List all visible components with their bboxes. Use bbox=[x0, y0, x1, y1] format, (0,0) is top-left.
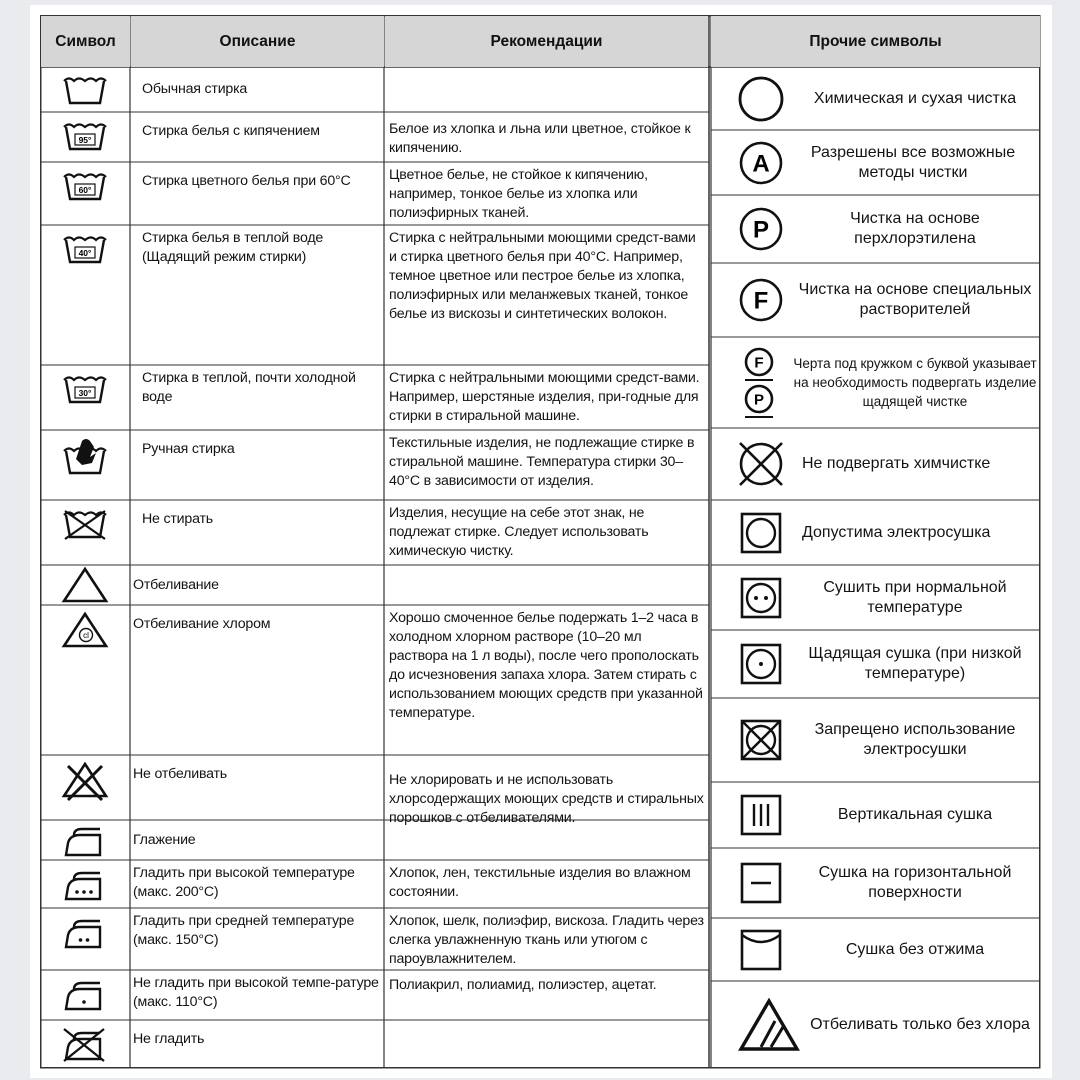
row-description: Стирка в теплой, почти холодной воде bbox=[142, 370, 356, 405]
row-recommendation: Изделия, несущие на себе этот знак, не подлежат стирке. Следует использовать химическую чистку. bbox=[389, 505, 649, 559]
row-description: Стирка цветного белья при 60°C bbox=[142, 173, 351, 189]
header-description: Описание bbox=[131, 16, 384, 67]
other-symbol-label: Сушка без отжима bbox=[845, 940, 985, 958]
row-recommendation: Полиакрил, полиамид, полиэстер, ацетат. bbox=[389, 977, 657, 993]
row-description: Стирка белья в теплой воде (Щадящий режим стирки) bbox=[142, 230, 324, 265]
svg-text:A: A bbox=[752, 150, 770, 178]
row-description: Ручная стирка bbox=[142, 441, 235, 457]
other-symbol-label: Химическая и сухая чистка bbox=[813, 89, 1017, 107]
other-symbol-label: Запрещено использование электросушки bbox=[814, 721, 1016, 758]
row-description: Отбеливание bbox=[133, 576, 219, 593]
row-description: Гладить при высокой температуре (макс. 200°C) bbox=[133, 865, 355, 900]
row-recommendation: Цветное белье, не стойкое к кипячению, например, тонкое белье из хлопка или полиэфирных тканей. bbox=[389, 167, 648, 221]
svg-text:cl: cl bbox=[83, 631, 89, 640]
row-recommendation: Стирка с нейтральными моющими средст-вами и стирка цветного белья при 40°С. Например, темное цветное или пестрое белье из хлопка, полиэфирных или меланжевых тканей, тонкое белье из вискозы и синтетических волокон. bbox=[389, 230, 696, 322]
svg-text:F: F bbox=[754, 353, 764, 371]
other-symbol-label: Разрешены все возможные методы чистки bbox=[810, 143, 1016, 181]
svg-text:30°: 30° bbox=[78, 388, 92, 398]
row-description: Не гладить bbox=[133, 1031, 205, 1047]
other-symbol-label: Сушка на горизонтальной поверхности bbox=[818, 864, 1012, 901]
svg-text:40°: 40° bbox=[78, 248, 92, 258]
row-recommendation: Хорошо смоченное белье подержать 1–2 часа в холодном хлорном растворе (10–20 мл раствора на 1 л воды), после чего прополоскать до исчезновения запаха хлора. Затем стирать с использованием моющих средств при указанной температуре. bbox=[389, 610, 703, 721]
row-description: Отбеливание хлором bbox=[133, 616, 271, 632]
row-description: Глажение bbox=[133, 831, 196, 848]
svg-text:P: P bbox=[753, 390, 765, 408]
other-symbol-label: Черта под кружком с буквой указывает на необходимость подвергать изделие щадящей чистке bbox=[793, 356, 1037, 409]
row-description: Не стирать bbox=[142, 511, 213, 527]
svg-text:95°: 95° bbox=[78, 135, 92, 145]
row-recommendation: Хлопок, шелк, полиэфир, вискоза. Гладить через слегка увлажненную ткань или утюгом с пароувлажнителем. bbox=[389, 913, 704, 967]
row-recommendation: Хлопок, лен, текстильные изделия во влажном состоянии. bbox=[389, 865, 691, 900]
row-description: Не гладить при высокой темпе-ратуре (макс. 110°C) bbox=[133, 975, 379, 1010]
other-symbol-label: Вертикальная сушка bbox=[837, 806, 993, 823]
svg-text:F: F bbox=[753, 287, 769, 315]
svg-text:60°: 60° bbox=[78, 185, 92, 195]
row-recommendation: Текстильные изделия, не подлежащие стирке в стиральной машине. Температура стирки 30–40°С в зависимости от изделия. bbox=[389, 435, 695, 489]
header-recommendation: Рекомендации bbox=[385, 16, 708, 67]
row-recommendation: Стирка с нейтральными моющими средст-вами. Например, шерстяные изделия, при-годные для стирки в стиральной машине. bbox=[389, 370, 700, 424]
row-description: Обычная стирка bbox=[142, 81, 248, 97]
row-description: Гладить при средней температуре (макс. 150°C) bbox=[133, 913, 355, 948]
care-symbols-table bbox=[40, 15, 1041, 1069]
other-symbol-label: Чистка на основе перхлорэтилена bbox=[850, 210, 980, 247]
row-recommendation: Белое из хлопка и льна или цветное, стойкое к кипячению. bbox=[389, 121, 691, 156]
other-symbol-label: Не подвергать химчистке bbox=[802, 455, 991, 472]
row-recommendation: Не хлорировать и не использовать хлорсодержащих моющих средств и стиральных порошков с отбеливателями. bbox=[389, 772, 704, 826]
header-symbol: Символ bbox=[41, 16, 130, 67]
other-symbol-label: Отбеливать только без хлора bbox=[810, 1015, 1030, 1033]
row-description: Стирка белья с кипячением bbox=[142, 123, 320, 139]
row-description: Не отбеливать bbox=[133, 766, 227, 782]
other-symbol-label: Допустима электросушка bbox=[802, 523, 991, 541]
other-symbol-label: Чистка на основе специальных растворителей bbox=[798, 281, 1032, 318]
other-symbol-label: Щадящая сушка (при низкой температуре) bbox=[808, 645, 1022, 682]
other-symbol-label: Сушить при нормальной температуре bbox=[823, 578, 1007, 616]
header-other-symbols: Прочие символы bbox=[711, 16, 1040, 67]
svg-text:P: P bbox=[752, 216, 770, 244]
